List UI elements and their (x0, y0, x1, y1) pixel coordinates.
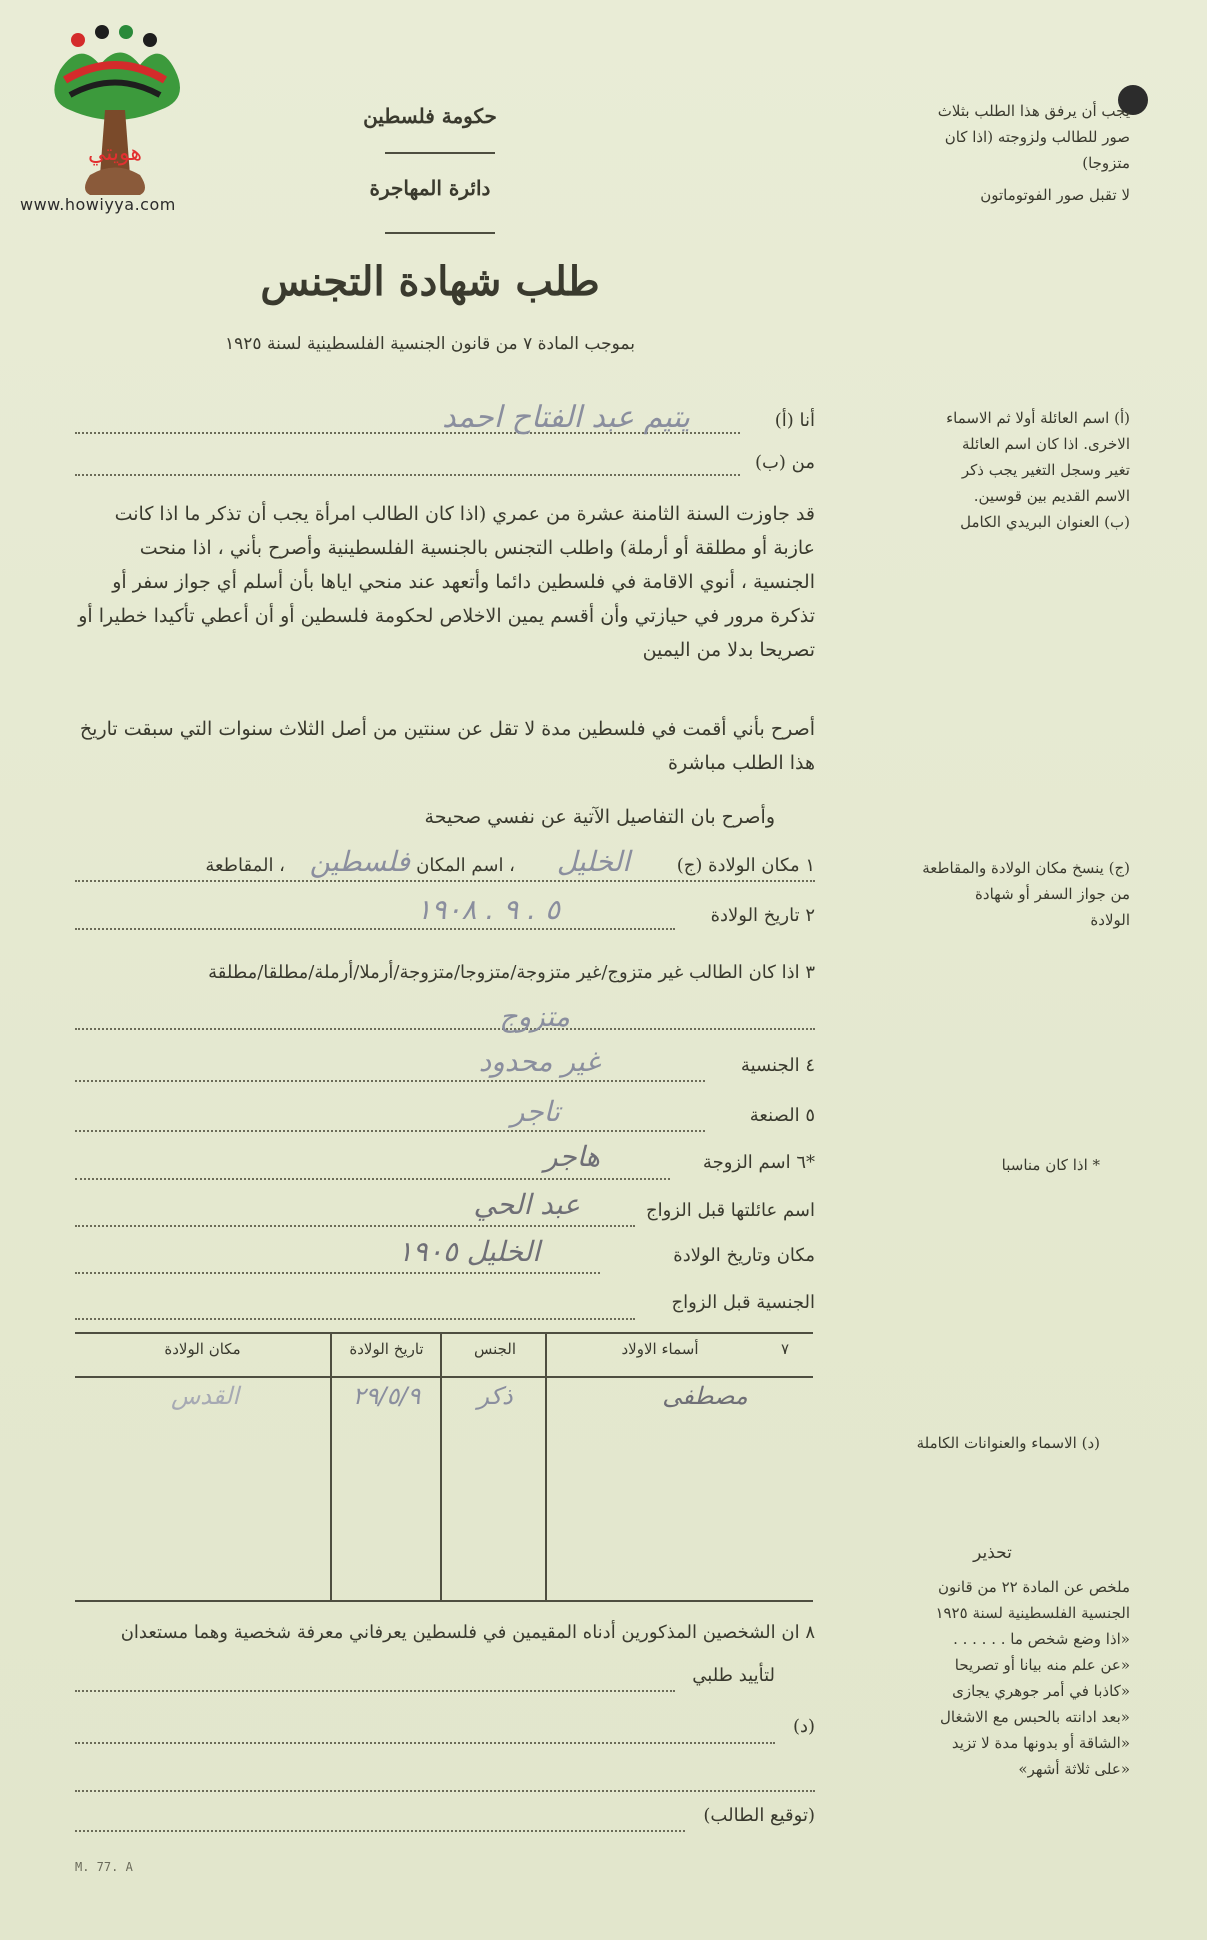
profession-value: تاجر (510, 1095, 560, 1128)
birthdate-label: ٢ تاريخ الولادة (710, 905, 815, 926)
min-line (75, 474, 740, 476)
references-cont: لتأييد طلبي (692, 1665, 775, 1686)
note-b: (ب) العنوان البريدي الكامل (960, 513, 1130, 531)
marital-status-label: ٣ اذا كان الطالب غير متزوج/غير متزوجة/متزوجا/متزوجة/أرملا/أرملة/مطلقا/مطلقة (208, 962, 815, 983)
warning-title: تحذير (973, 1543, 1012, 1563)
wife-birth-line (75, 1272, 600, 1274)
wife-birth-value: الخليل ١٩٠٥ (397, 1235, 540, 1268)
header-rule-2 (385, 232, 495, 234)
child-sex: ذكر (477, 1382, 513, 1410)
child-name: مصطفى (662, 1382, 748, 1410)
nationality-label: ٤ الجنسية (740, 1055, 815, 1076)
photo-note: يجب أن يرفق هذا الطلب بثلاث صور للطالب ولزوجته (اذا كان متزوجا) لا تقبل صور الفوتوماتون (937, 102, 1130, 204)
wife-birth-label: مكان وتاريخ الولادة (673, 1245, 815, 1266)
form-subtitle: بموجب المادة ٧ من قانون الجنسية الفلسطينية لسنة ١٩٢٥ (225, 334, 635, 354)
wife-name-value: هاجر (543, 1140, 600, 1173)
declaration-paragraph: قد جاوزت السنة الثامنة عشرة من عمري (اذا كان الطالب امرأة يجب أن تذكر ما اذا كانت عازبة أو مطلقة أو أرملة) واطلب التجنس بالجنسية الفلسطينية وأصرح بأني ، اذا منحت الجنسية ، أنوي الاقامة في فلسطين دائما وأتعهد عند منحي اياها بأن أسلم أي جواز سفر أو تذكرة مرور في حيازتي وأن أقسم يمين الاخلاص لحكومة فلسطين أو أن أعطي تأكيدا خطيرا أو تصريحا بدلا من اليمين (78, 503, 815, 661)
warning-box: تحذير ملخص عن المادة ٢٢ من قانون الجنسية الفلسطينية لسنة ١٩٢٥ «اذا وضع شخص ما . . . . . . «عن علم منه بيانا أو تصريحا «كاذبا في أمر جوهري يجازى «بعد ادانته بالحبس مع الاشغال «الشاقة أو بدونها مدة لا تزيد «على ثلاثة أشهر» (855, 1540, 1130, 1782)
ana-label: أنا (أ) (774, 410, 815, 431)
profession-line (75, 1130, 705, 1132)
wife-name-line (75, 1178, 670, 1180)
form-title: طلب شهادة التجنس (260, 258, 600, 305)
col-child-birthplace: مكان الولادة (164, 1340, 241, 1358)
logo-mark-text: هويتي (87, 141, 143, 166)
wife-family-value: عبد الحي (473, 1188, 580, 1221)
ana-value: يتيم عبد الفتاح احمد (442, 400, 690, 435)
col-child-birthdate: تاريخ الولادة (349, 1340, 424, 1358)
country-value: فلسطين (309, 845, 410, 878)
birthplace-line (75, 880, 815, 882)
form-code: M. 77. A (75, 1860, 133, 1874)
note-c: (ج) ينسخ مكان الولادة والمقاطعة من جواز السفر أو شهادة الولادة (922, 859, 1130, 929)
child-birthplace: القدس (170, 1382, 239, 1410)
header-rule-1 (385, 152, 495, 154)
marital-status-value: متزوج (499, 1000, 570, 1033)
district-label: ، المقاطعة (205, 855, 285, 876)
min-label: من (ب) (754, 452, 815, 473)
signature-line (75, 1830, 685, 1832)
signature-label: (توقيع الطالب) (703, 1805, 815, 1826)
birthdate-line (75, 928, 675, 930)
wife-nationality-line (75, 1318, 635, 1320)
references-d-label: (د) (792, 1716, 815, 1737)
note-d: (د) الاسماء والعنوانات الكاملة (916, 1434, 1100, 1452)
child-birthdate: ٢٩/٥/٩ (352, 1382, 421, 1410)
children-row-number: ٧ (780, 1340, 790, 1358)
wife-nationality-label: الجنسية قبل الزواج (671, 1292, 815, 1313)
children-table (75, 1332, 813, 1602)
references-line-2 (75, 1742, 775, 1744)
birthdate-value: ٥ . ٩ . ١٩٠٨ (416, 893, 560, 926)
department-heading: دائرة المهاجرة (369, 176, 491, 200)
references-label: ٨ ان الشخصين المذكورين أدناه المقيمين في فلسطين يعرفاني معرفة شخصية وهما مستعدان (120, 1622, 815, 1643)
references-line-3 (75, 1790, 815, 1792)
government-heading: حكومة فلسطين (363, 104, 497, 128)
howiyya-logo (40, 20, 190, 220)
wife-name-label: *٦ اسم الزوجة (702, 1152, 815, 1173)
references-line-1 (75, 1690, 675, 1692)
col-child-sex: الجنس (473, 1340, 517, 1358)
wife-family-label: اسم عائلتها قبل الزواج (645, 1200, 815, 1221)
place-name-label: ، اسم المكان (416, 855, 515, 876)
note-a: (أ) اسم العائلة أولا ثم الاسماء الاخرى. اذا كان اسم العائلة تغير وسجل التغير يجب ذكر الاسم القديم بين قوسين. (ب) العنوان البريدي الكامل (855, 405, 1130, 535)
col-child-names: أسماء الاولاد (621, 1340, 699, 1358)
birthplace-label: ١ مكان الولادة (ج) (676, 855, 815, 876)
residence-paragraph: أصرح بأني أقمت في فلسطين مدة لا تقل عن سنتين من أصل الثلاث سنوات التي سبقت تاريخ هذا الطلب مباشرة (79, 718, 815, 774)
profession-label: ٥ الصنعة (749, 1105, 815, 1126)
birthplace-value: الخليل (556, 845, 630, 878)
star-note: * اذا كان مناسبا (1001, 1156, 1100, 1174)
wife-family-line (75, 1225, 635, 1227)
nationality-value: غير محدود (478, 1045, 600, 1078)
nationality-line (75, 1080, 705, 1082)
details-intro: وأصرح بان التفاصيل الآتية عن نفسي صحيحة (424, 806, 775, 828)
logo-url-text: www.howiyya.com (20, 195, 176, 214)
